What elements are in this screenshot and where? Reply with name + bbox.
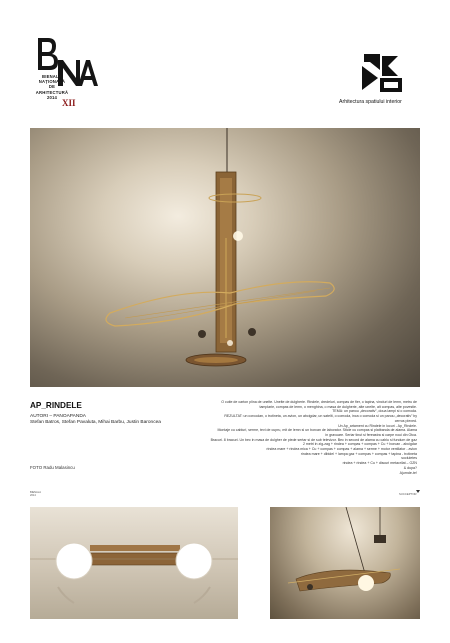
authors-list: Stefan Batros, Stefan Pavaluta, Mihai Barbu, Justin Baroncea <box>30 420 161 425</box>
bna-edition: XII <box>62 98 76 108</box>
bna-subtitle-line: NAȚIONALĂ <box>38 79 66 85</box>
description-line: O cutie de carton plina de unelte. Unelte de dulgherie. Rindele, dredeluri, compas de fier, o tapina, vincluri de lemn, metru de <box>221 400 417 404</box>
description-line: rindea mare + dibidel + lampa gaz + compas + compas + tapina - trotineta <box>300 451 417 456</box>
bna-subtitle-line: DE <box>48 84 56 90</box>
description-line: Bracuri. 8 bracuri. Un bec in masa de dulgher de piede sertar si de sub televizor. Bec in secord de alama cu cablu si fundum de gaz <box>210 437 417 442</box>
bna-subtitle-line: 2014 <box>46 94 58 100</box>
main-photo <box>30 128 420 387</box>
footer-small-line: BIENALA <box>30 491 41 494</box>
description-line: REZULTAT: un corcodan, o trotineta, un avion, un abcigdar, un satelit, o comoda, inca o comoda si un panou „decorativ” by <box>224 414 417 419</box>
description-line: cerrus plexed. <box>394 418 417 423</box>
description-line: Un Ap_artament cu Rindele in locuri - Ap_Rindele. <box>338 423 417 428</box>
description-line: 2 metri in zig-zag + rindea + compas + compas + Cu + borcan - abcigdar <box>302 442 417 447</box>
description-line: & dupa? <box>403 465 417 470</box>
description-line: Ajurnde-te! <box>399 470 417 475</box>
lamp-top-view-illustration <box>30 507 238 619</box>
footer-small-left <box>30 491 41 497</box>
bna-subtitle-line: BIENALA <box>41 74 62 79</box>
bna-letter-a <box>78 60 98 86</box>
description-line: socluletes <box>401 456 417 461</box>
authors-label: AUTORI – PANOAPANDA <box>30 414 86 419</box>
lamp-side-view-illustration <box>270 507 420 619</box>
description-line: tamplarie, compas de lemn, o menghina, o masa de dulgherie, alte unelte, alt compas, alte povestie. <box>259 404 417 409</box>
bna-subtitle-line: ARHITECTURĂ <box>35 89 69 95</box>
description-line: Montaje cu cabluri, serme, tevi de cupru, mit de lemn si un borcan de laborator. Sticle cu compas si platbanda de alama. Alama <box>217 428 417 433</box>
bna-letter-b <box>38 38 58 70</box>
project-description <box>203 400 417 475</box>
thumbnail-photo-right <box>270 507 420 619</box>
footer-small-line: 2014 <box>30 494 36 498</box>
description-line: rindea + rindea + Cu + discuri metacrilat – OZN <box>342 461 417 466</box>
project-title: AP_RINDELE <box>30 401 82 410</box>
bna-subtitle <box>32 74 72 100</box>
description-line: TEMA: un panou „decorativ”, doua lampi si o comoda. <box>332 409 417 414</box>
photo-credit: FOTO Radu Malasincu <box>30 465 75 470</box>
asi-logo <box>358 52 404 94</box>
footer-small-right: SUCCEPTOR <box>399 492 417 496</box>
airplane-lamp-illustration <box>30 128 420 387</box>
thumbnail-photo-left <box>30 507 238 619</box>
description-line: in gravuare. Seriar tinut si fereastra si carpe noui din Otca. <box>325 432 417 437</box>
description-line: rindea mare + rindea mica + Cu + compas + compas + alama + serme + motor ventilator - avion <box>266 447 417 452</box>
partner-caption: Arhitectura spatiului interior <box>339 99 402 105</box>
down-arrow-icon <box>416 490 420 493</box>
